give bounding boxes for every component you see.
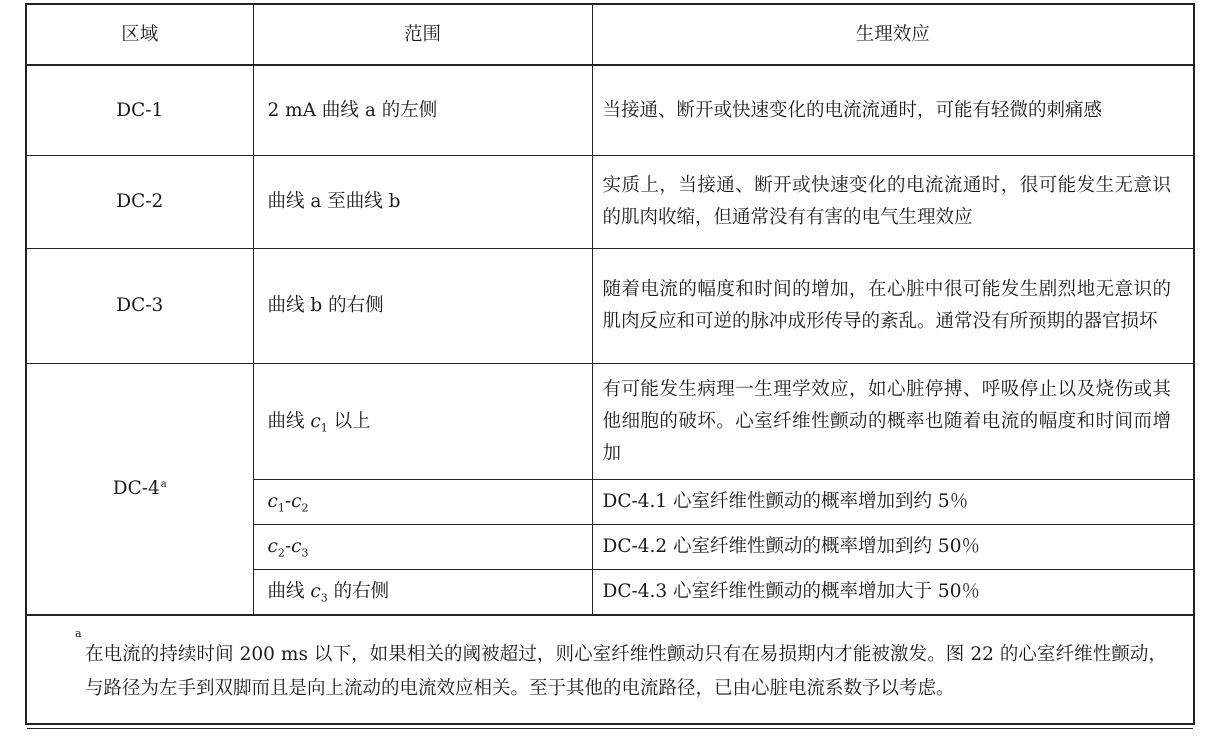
range-var-sub: 1 [320, 421, 328, 435]
range-var-a: c [267, 491, 278, 512]
effect-cell: 随着电流的幅度和时间的增加，在心脏中很可能发生剧烈地无意识的肌肉反应和可逆的脉冲成形传导的紊乱。通常没有所预期的器官损坏 [592, 249, 1193, 364]
range-var-a: c [267, 536, 278, 557]
range-cell [253, 364, 592, 480]
header-zone: 区域 [27, 5, 253, 65]
range-prefix: 曲线 [267, 410, 311, 432]
header-range: 范围 [253, 5, 592, 65]
table-row-dc2 [27, 156, 1193, 249]
zone-cell: DC-1 [27, 65, 253, 156]
table-row-dc3 [27, 249, 1193, 364]
range-cell: 曲线 a 至曲线 b [253, 156, 592, 249]
zone-cell: DC-3 [27, 249, 253, 364]
range-cell [253, 480, 592, 525]
range-var-a-sub: 1 [277, 501, 285, 515]
range-suffix: 以上 [327, 410, 371, 432]
range-sep: - [284, 491, 292, 512]
footnote-cell [27, 615, 1193, 729]
range-sep: - [284, 536, 292, 557]
range-var-b: c [291, 536, 302, 557]
range-cell [253, 525, 592, 570]
footnote-row [27, 615, 1193, 729]
effect-cell: 有可能发生病理一生理学效应，如心脏停搏、呼吸停止以及烧伤或其他细胞的破坏。心室纤维性颤动的概率也随着电流的幅度和时间而增加 [592, 364, 1193, 480]
range-cell [253, 570, 592, 616]
effect-cell: DC-4.1 心室纤维性颤动的概率增加到约 5％ [592, 480, 1193, 525]
footnote-ref-mark: a [160, 478, 167, 490]
physiological-effects-table [27, 5, 1193, 729]
range-cell: 2 mA 曲线 a 的左侧 [253, 65, 592, 156]
range-var-b-sub: 3 [301, 546, 309, 560]
range-suffix: 的右侧 [327, 581, 390, 602]
range-var-a-sub: 2 [277, 546, 285, 560]
zone-cell-dc4 [27, 364, 253, 616]
table-frame [25, 3, 1195, 725]
header-effect: 生理效应 [592, 5, 1193, 65]
effect-cell: DC-4.2 心室纤维性颤动的概率增加到约 50％ [592, 525, 1193, 570]
zone-cell: DC-2 [27, 156, 253, 249]
table-row-dc1 [27, 65, 1193, 156]
table-row-dc4-above-c1 [27, 364, 1193, 480]
footnote-text: 在电流的持续时间 200 ms 以下，如果相关的阈被超过，则心室纤维性颤动只有在易损期内才能被激发。图 22 的心室纤维性颤动，与路径为左手到双脚而且是向上流动的电流效应相关。至于其他的电流路径，已由心脏电流系数予以考虑。 [85, 644, 1167, 699]
zone-label: DC-4 [112, 478, 160, 499]
range-var-sub: 3 [320, 591, 328, 605]
header-row [27, 5, 1193, 65]
footnote-mark: a [75, 627, 82, 640]
range-var-b: c [291, 491, 302, 512]
effect-cell: 当接通、断开或快速变化的电流流通时，可能有轻微的刺痛感 [592, 65, 1193, 156]
range-var: c [310, 581, 321, 602]
range-prefix: 曲线 [267, 581, 311, 602]
range-cell: 曲线 b 的右侧 [253, 249, 592, 364]
range-var: c [310, 410, 321, 432]
range-var-b-sub: 2 [301, 501, 309, 515]
effect-cell: 实质上，当接通、断开或快速变化的电流流通时，很可能发生无意识的肌肉收缩，但通常没有有害的电气生理效应 [592, 156, 1193, 249]
effect-cell: DC-4.3 心室纤维性颤动的概率增加大于 50％ [592, 570, 1193, 616]
